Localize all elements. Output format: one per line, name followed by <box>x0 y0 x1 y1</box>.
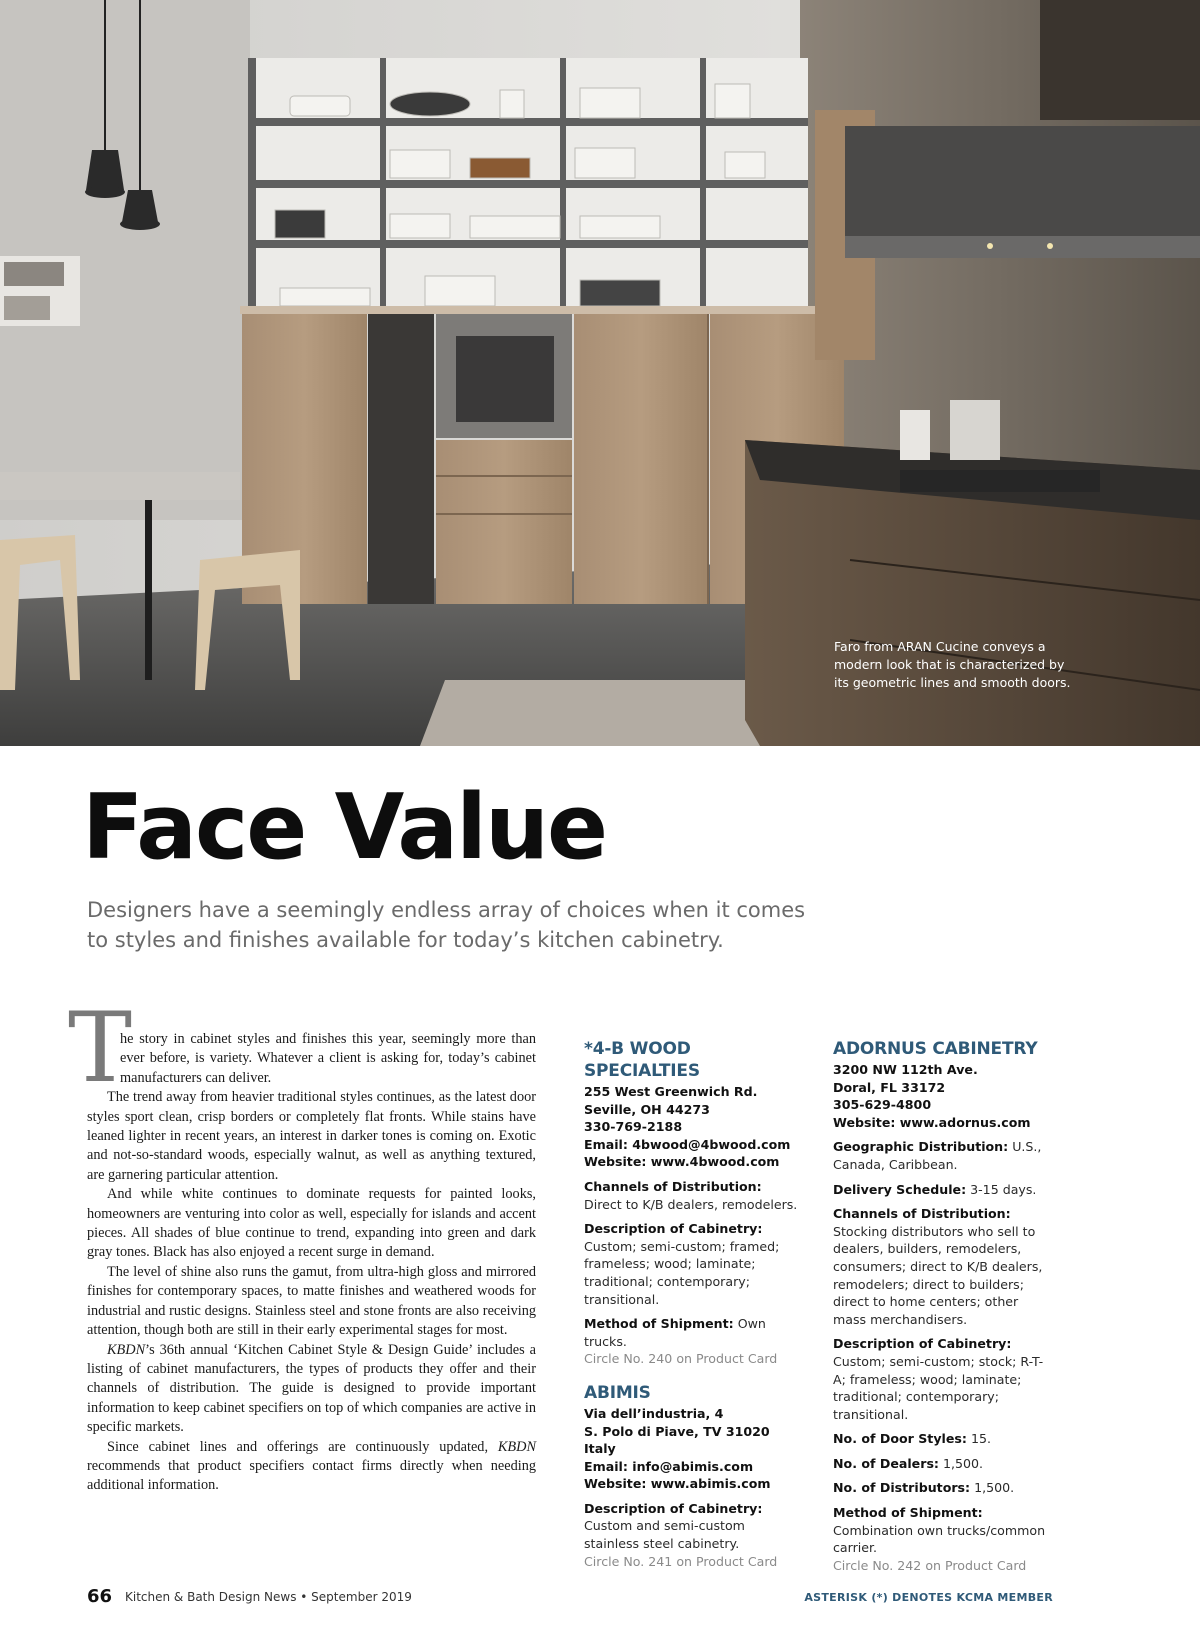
listing-column-1 <box>584 1038 802 1570</box>
publication-line: Kitchen & Bath Design News • September 2019 <box>125 1590 412 1604</box>
entry-value: Own trucks. <box>584 1316 766 1349</box>
dealers-entry <box>833 1455 1051 1473</box>
phone-number: 305-629-4800 <box>833 1097 932 1113</box>
address-line: 255 West Greenwich Rd. <box>584 1084 758 1099</box>
entry-value: U.S., Canada, Caribbean. <box>833 1139 1042 1172</box>
description-entry <box>584 1220 802 1308</box>
channels-entry <box>584 1178 802 1213</box>
entry-value: 1,500. <box>943 1455 984 1471</box>
article-body <box>87 1030 536 1496</box>
company-name-4b-wood: *4-B WOOD SPECIALTIES <box>584 1039 700 1081</box>
website-line: Website: www.4bwood.com <box>584 1154 780 1170</box>
photo-caption: Faro from ARAN Cucine conveys a modern look that is characterized by its geometric lines and smooth doors. <box>834 639 1071 690</box>
entry-value: Custom and semi-custom stainless steel cabinetry. <box>584 1518 745 1552</box>
website-line: Website: www.abimis.com <box>584 1476 771 1492</box>
entry-label: Geographic Distribution: <box>833 1139 1009 1155</box>
kbdn-italic: KBDN <box>497 1438 536 1455</box>
body-paragraph-5 <box>87 1341 536 1438</box>
address-line: S. Polo di Piave, TV 31020 <box>584 1423 770 1439</box>
entry-value: 15. <box>970 1431 991 1447</box>
entry-label: Description of Cabinetry: <box>584 1500 763 1516</box>
body-paragraph-1: he story in cabinet styles and finishes this year, seemingly more than ever before, is variety. Whatever a client is asking for, today’s cabinet manufacturers can deliver. <box>120 1031 536 1086</box>
shipment-entry <box>833 1504 1051 1557</box>
entry-label: Method of Shipment: <box>833 1505 983 1521</box>
entry-value: Custom; semi-custom; stock; R-T-A; frameless; wood; laminate; traditional; contemporary; transitional. <box>833 1353 1044 1422</box>
listing-column-2 <box>833 1038 1051 1574</box>
entry-label: Description of Cabinetry: <box>584 1221 763 1237</box>
address-line: Seville, OH 44273 <box>584 1101 710 1117</box>
circle-number: Circle No. 242 on Product Card <box>833 1557 1027 1573</box>
body-paragraph-6-text-b: recommends that product specifiers contact firms directly when needing additional information. <box>87 1457 536 1494</box>
geographic-entry <box>833 1138 1051 1173</box>
body-paragraph-6-text-a: Since cabinet lines and offerings are continuously updated, <box>107 1438 498 1455</box>
phone-number: 330-769-2188 <box>584 1119 683 1135</box>
entry-value: 1,500. <box>974 1480 1015 1496</box>
email-line: Email: info@abimis.com <box>584 1458 754 1474</box>
address-line: Italy <box>584 1441 616 1457</box>
page-number: 66 <box>87 1586 113 1607</box>
body-paragraph-2: The trend away from heavier traditional styles continues, as the latest door styles sport clean, crisp borders or completely flat fronts. While stains have leaned lighter in recent years, an interest in darker tones is coming on. Exotic and not-so-standard woods, especially walnut, as well as anything textured, are garnering particular attention. <box>87 1089 536 1183</box>
body-paragraph-3: And while white continues to dominate requests for painted looks, homeowners are venturing into color as well, especially for islands and accent pieces. All shades of blue continue to trend, expanding into green and dark gray tones. Black has also enjoyed a recent surge in demand. <box>87 1186 536 1261</box>
description-entry <box>833 1335 1051 1423</box>
body-paragraph-6 <box>87 1438 536 1496</box>
company-name-abimis: ABIMIS <box>584 1382 651 1403</box>
entry-label: No. of Door Styles: <box>833 1431 967 1447</box>
entry-label: Method of Shipment: <box>584 1316 734 1332</box>
entry-value: Combination own trucks/common carrier. <box>833 1522 1046 1556</box>
kcma-note: ASTERISK (*) DENOTES KCMA MEMBER <box>804 1591 1053 1604</box>
address-line: Doral, FL 33172 <box>833 1079 946 1095</box>
body-paragraph-5-text: ’s 36th annual ‘Kitchen Cabinet Style & Design Guide’ includes a listing of cabinet manufacturers, the types of products they offer and their channels of distribution. The guide is designed to provide important information to keep cabinet specifiers on top of which companies are active in specific markets. <box>87 1341 536 1436</box>
entry-label: Channels of Distribution: <box>584 1178 762 1194</box>
entry-value: Stocking distributors who sell to dealers, builders, remodelers, consumers; direct to K/B dealers, remodelers; direct to builders; direct to home centers; other mass merchandisers. <box>833 1223 1043 1327</box>
circle-number: Circle No. 241 on Product Card <box>584 1553 778 1569</box>
entry-label: No. of Dealers: <box>833 1455 939 1471</box>
delivery-entry <box>833 1181 1051 1199</box>
entry-label: No. of Distributors: <box>833 1480 971 1496</box>
entry-label: Description of Cabinetry: <box>833 1336 1012 1352</box>
company-name-adornus: ADORNUS CABINETRY <box>833 1039 1038 1059</box>
entry-label: Channels of Distribution: <box>833 1206 1011 1222</box>
circle-number: Circle No. 240 on Product Card <box>584 1351 778 1367</box>
company-address <box>584 1405 802 1493</box>
kitchen-illustration <box>0 0 1200 746</box>
article-title: Face Value <box>82 775 607 880</box>
description-entry <box>584 1500 802 1553</box>
entry-value: 3-15 days. <box>970 1181 1037 1197</box>
entry-value: Direct to K/B dealers, remodelers. <box>584 1196 798 1212</box>
address-line: Via dell’industria, 4 <box>584 1405 724 1421</box>
shipment-entry <box>584 1315 802 1350</box>
kitchen-photo <box>0 0 1200 746</box>
kbdn-italic: KBDN <box>107 1341 146 1358</box>
address-line: 3200 NW 112th Ave. <box>833 1062 978 1077</box>
article-deck: Designers have a seemingly endless array of choices when it comes to styles and finishes available for today’s kitchen cabinetry. <box>87 898 806 952</box>
email-line: Email: 4bwood@4bwood.com <box>584 1136 791 1152</box>
drop-cap: T <box>68 992 133 1104</box>
body-paragraph-4: The level of shine also runs the gamut, from ultra-high gloss and mirrored finishes for contemporary spaces, to matte finishes and weathered woods for industrial and rustic designs. Stainless steel and stone fronts are also receiving attention, though both are still in their early experimental stages for most. <box>87 1263 536 1339</box>
company-address <box>584 1083 802 1171</box>
distributors-entry <box>833 1479 1051 1497</box>
company-address <box>833 1061 1051 1131</box>
website-line: Website: www.adornus.com <box>833 1114 1031 1130</box>
entry-label: Delivery Schedule: <box>833 1181 967 1197</box>
channels-entry <box>833 1205 1051 1328</box>
door-styles-entry <box>833 1430 1051 1448</box>
entry-value: Custom; semi-custom; framed; frameless; wood; laminate; traditional; contemporary; transitional. <box>584 1238 780 1307</box>
